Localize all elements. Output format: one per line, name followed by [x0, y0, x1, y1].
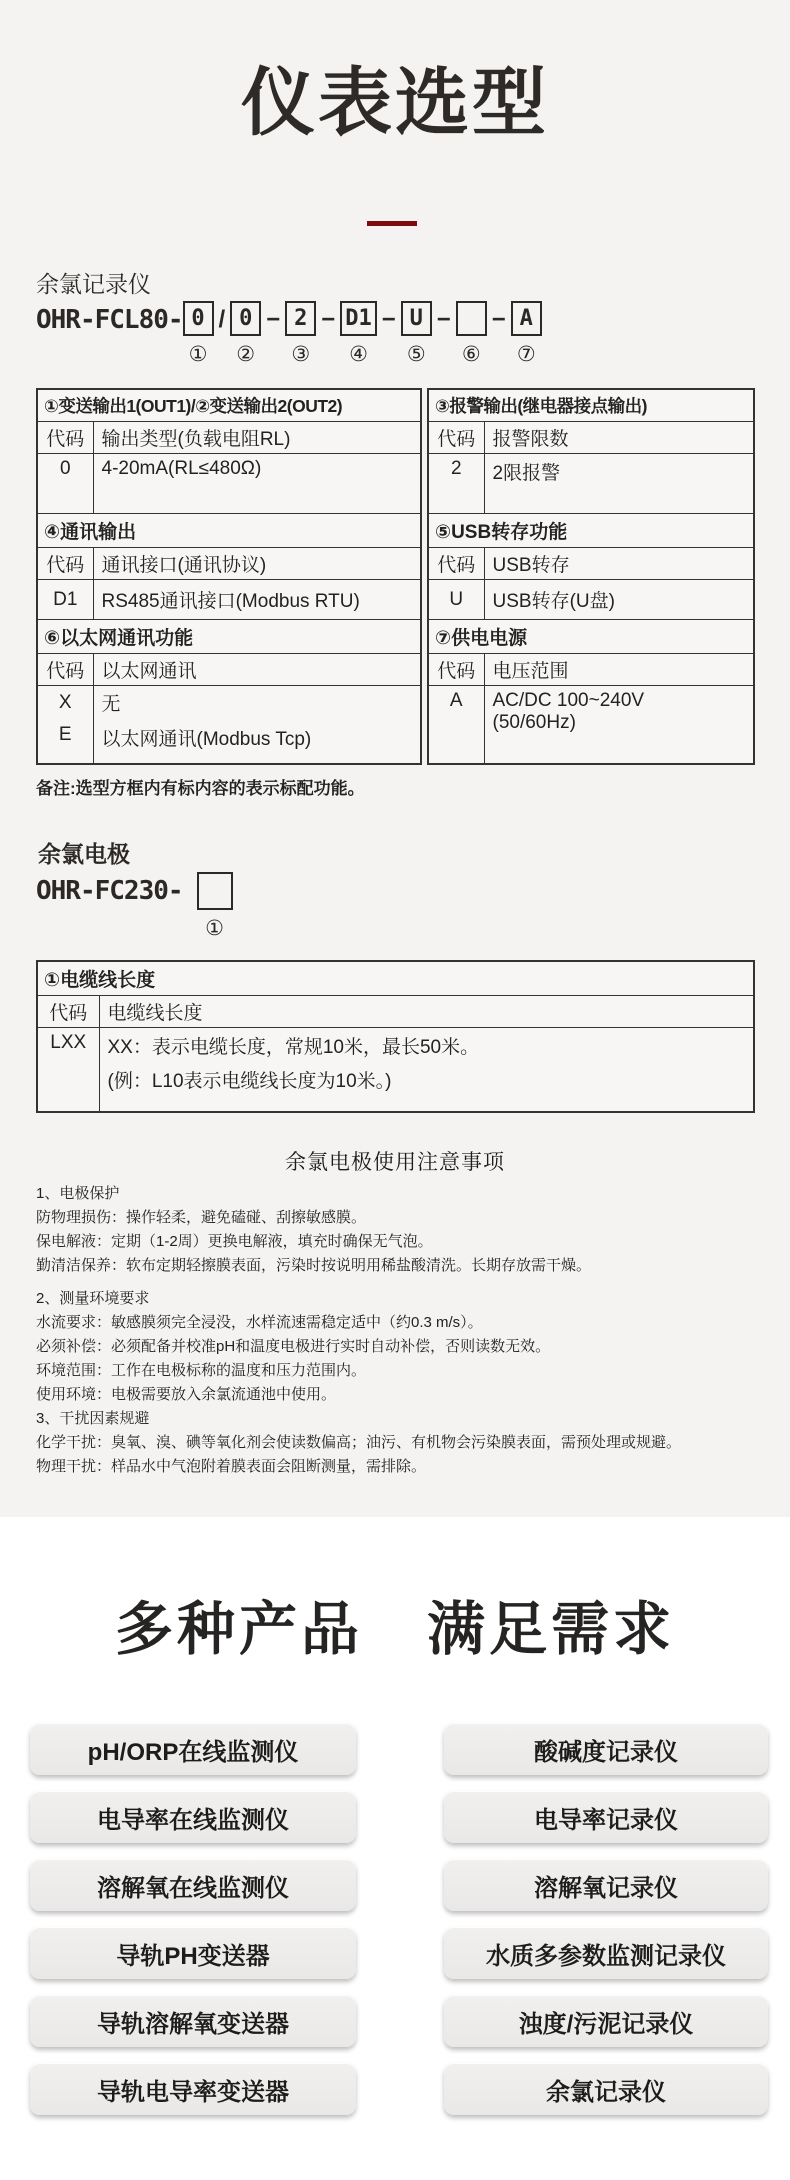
note-line: 勤清洁保养：软布定期轻擦膜表面，污染时按说明用稀盐酸清洗。长期存放需干燥。: [36, 1257, 592, 1274]
electrode-model-prefix: OHR-FC230-: [36, 876, 183, 906]
circled-number-1: ①: [188, 343, 208, 366]
product-button-multiparameter-recorder[interactable]: 水质多参数监测记录仪: [444, 1927, 768, 1979]
standard-config-note: 备注:选型方框内有标内容的表示标配功能。: [36, 779, 365, 798]
col-header-desc: 以太网通讯: [93, 654, 421, 686]
col-header-code: 代码: [428, 422, 484, 454]
model-segment-7: [511, 301, 542, 367]
col-header-code: 代码: [37, 654, 93, 686]
section-header-alarm: ③报警输出(继电器接点输出): [428, 389, 754, 422]
cell-desc-line1: AC/DC 100~240V: [492, 690, 645, 711]
circled-number-7: ⑦: [516, 343, 536, 366]
product-button-conductivity-monitor[interactable]: 电导率在线监测仪: [30, 1791, 356, 1843]
products-heading: [0, 1582, 790, 1666]
product-button-residual-chlorine-recorder[interactable]: 余氯记录仪: [444, 2063, 768, 2115]
note-line: 物理干扰：样品水中气泡附着膜表面会阻断测量，需排除。: [36, 1458, 427, 1475]
note-line: 防物理损伤：操作轻柔，避免磕碰、刮擦敏感膜。: [36, 1209, 367, 1226]
cell-code: 2: [428, 454, 484, 514]
model-separator: −: [381, 306, 396, 333]
note-line: 1、电极保护: [36, 1185, 120, 1202]
col-header-desc: 电缆线长度: [99, 996, 754, 1028]
model-separator: −: [436, 306, 451, 333]
note-line: 水流要求：敏感膜须完全浸没，水样流速需稳定适中（约0.3 m/s）。: [36, 1314, 483, 1331]
model-box-7: A: [511, 301, 542, 336]
cell-code: U: [428, 580, 484, 620]
recorder-model-prefix: OHR-FCL80-: [36, 305, 183, 335]
note-line: 必须补偿：必须配备并校准pH和温度电极进行实时自动补偿，否则读数无效。: [36, 1338, 551, 1355]
circled-number-3: ③: [291, 343, 311, 366]
product-button-rail-ph-transmitter[interactable]: 导轨PH变送器: [30, 1927, 356, 1979]
section-header-ethernet: ⑥以太网通讯功能: [37, 620, 421, 654]
model-segment-4: [340, 301, 377, 367]
cell-code: LXX: [37, 1028, 99, 1112]
cell-desc: 以太网通讯(Modbus Tcp): [93, 720, 421, 764]
electrode-model-segment-1: [197, 872, 233, 941]
col-header-desc: 电压范围: [484, 654, 754, 686]
cell-desc: [99, 1028, 754, 1112]
circled-number-1: ①: [205, 917, 224, 940]
cell-desc: RS485通讯接口(Modbus RTU): [93, 580, 421, 620]
product-button-dissolved-oxygen-monitor[interactable]: 溶解氧在线监测仪: [30, 1859, 356, 1911]
col-header-code: 代码: [37, 422, 93, 454]
cell-desc: USB转存(U盘): [484, 580, 754, 620]
section-header-usb: ⑤USB转存功能: [428, 514, 754, 548]
cable-length-table: [36, 960, 755, 1113]
cell-desc-line2: (50/60Hz): [492, 712, 576, 733]
model-box-1: 0: [183, 301, 214, 336]
selection-table-left: [36, 388, 422, 765]
cell-code: E: [37, 720, 93, 764]
model-separator: −: [321, 306, 336, 333]
col-header-desc: 通讯接口(通讯协议): [93, 548, 421, 580]
model-segment-2: [230, 301, 261, 367]
col-header-desc: USB转存: [484, 548, 754, 580]
col-header-code: 代码: [37, 996, 99, 1028]
section-header-power: ⑦供电电源: [428, 620, 754, 654]
selection-table: [36, 388, 755, 765]
product-button-rail-conductivity-transmitter[interactable]: 导轨电导率变送器: [30, 2063, 356, 2115]
section-header-out1-out2: ①变送输出1(OUT1)/②变送输出2(OUT2): [37, 389, 421, 422]
model-box-3: 2: [285, 301, 316, 336]
model-box-4: D1: [340, 301, 377, 336]
model-segment-3: [285, 301, 316, 367]
cell-desc: [484, 686, 754, 764]
cell-code: 0: [37, 454, 93, 514]
cell-code: A: [428, 686, 484, 764]
col-header-desc: 报警限数: [484, 422, 754, 454]
products-heading-left: 多种产品: [114, 1597, 363, 1662]
col-header-desc: 输出类型(负载电阻RL): [93, 422, 421, 454]
cell-desc: 2限报警: [484, 454, 754, 514]
product-button-conductivity-recorder[interactable]: 电导率记录仪: [444, 1791, 768, 1843]
recorder-section-label: 余氯记录仪: [36, 271, 151, 297]
model-segment-6: [456, 301, 487, 367]
title-accent-dash: [367, 221, 417, 226]
products-heading-right: 满足需求: [427, 1597, 676, 1662]
model-separator: −: [491, 306, 506, 333]
usage-notes-title: 余氯电极使用注意事项: [285, 1151, 505, 1174]
cell-desc-line1: XX：表示电缆长度，常规10米，最长50米。: [107, 1037, 480, 1058]
model-separator: −: [266, 306, 281, 333]
model-box-6: [456, 301, 487, 336]
electrode-section-label: 余氯电极: [38, 841, 130, 867]
cell-code: X: [37, 686, 93, 720]
cell-code: D1: [37, 580, 93, 620]
model-box-2: 0: [230, 301, 261, 336]
electrode-model-box-1: [197, 872, 233, 910]
page-title: 仪表选型: [241, 61, 549, 144]
section-header-comm-output: ④通讯输出: [37, 514, 421, 548]
col-header-code: 代码: [428, 654, 484, 686]
note-line: 使用环境：电极需要放入余氯流通池中使用。: [36, 1386, 337, 1403]
selection-table-right: [427, 388, 755, 765]
product-button-dissolved-oxygen-recorder[interactable]: 溶解氧记录仪: [444, 1859, 768, 1911]
cell-desc: 无: [93, 686, 421, 720]
usage-notes: [36, 1182, 772, 1479]
product-button-ph-orp-monitor[interactable]: pH/ORP在线监测仪: [30, 1723, 356, 1775]
col-header-code: 代码: [37, 548, 93, 580]
model-segment-5: [401, 301, 432, 367]
col-header-code: 代码: [428, 548, 484, 580]
note-line: 环境范围：工作在电极标称的温度和压力范围内。: [36, 1362, 367, 1379]
product-button-turbidity-recorder[interactable]: 浊度/污泥记录仪: [444, 1995, 768, 2047]
product-button-acidity-recorder[interactable]: 酸碱度记录仪: [444, 1723, 768, 1775]
model-separator: /: [218, 306, 226, 333]
products-grid: [30, 1723, 768, 2115]
section-header-cable-length: ①电缆线长度: [37, 961, 754, 996]
cell-desc-line2: (例：L10表示电缆线长度为10米。): [107, 1071, 392, 1092]
circled-number-6: ⑥: [461, 343, 481, 366]
model-segment-1: [183, 301, 214, 367]
circled-number-2: ②: [236, 343, 256, 366]
note-line: 2、测量环境要求: [36, 1290, 150, 1307]
model-box-5: U: [401, 301, 432, 336]
recorder-model-line: [36, 301, 542, 367]
circled-number-5: ⑤: [406, 343, 426, 366]
note-line: 3、干扰因素规避: [36, 1410, 150, 1427]
note-line: 化学干扰：臭氧、溴、碘等氧化剂会使读数偏高；油污、有机物会污染膜表面，需预处理或规避。: [36, 1434, 682, 1451]
note-line: 保电解液：定期（1-2周）更换电解液，填充时确保无气泡。: [36, 1233, 433, 1250]
electrode-model-line: [36, 872, 233, 941]
circled-number-4: ④: [349, 343, 368, 366]
product-button-rail-do-transmitter[interactable]: 导轨溶解氧变送器: [30, 1995, 356, 2047]
cell-desc: 4-20mA(RL≤480Ω): [93, 454, 421, 514]
